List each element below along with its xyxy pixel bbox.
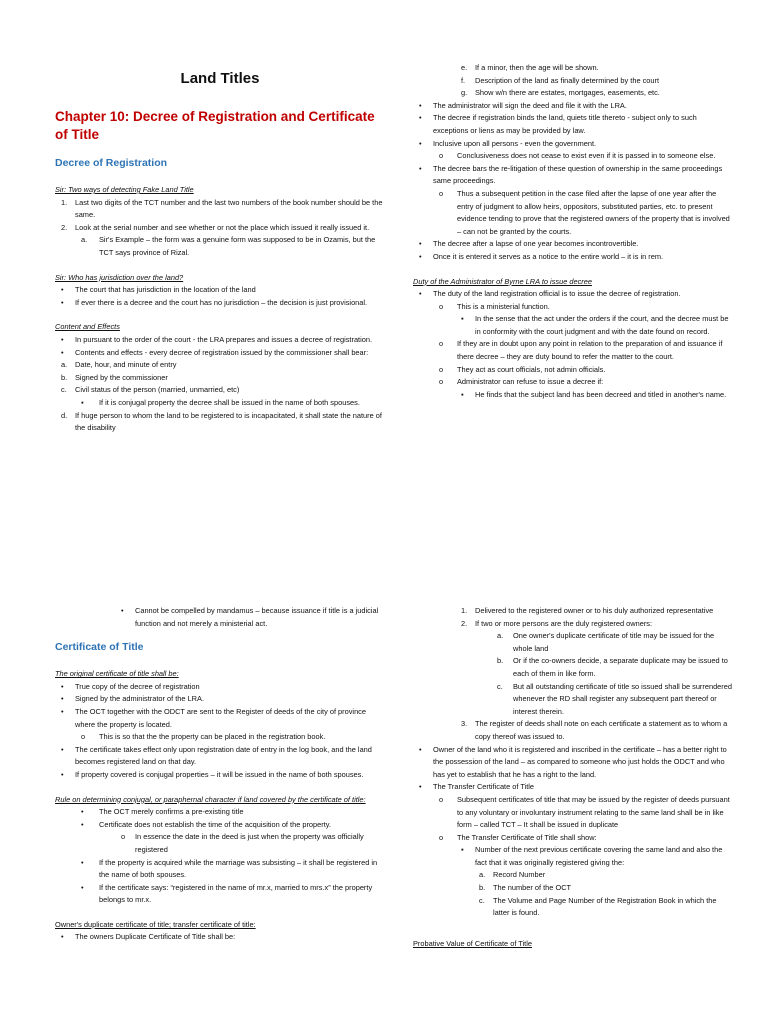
list-item: o This is so that the the property can be placed in the registration book. xyxy=(81,732,326,742)
list-item: d. If huge person to whom the land to be registered to is incapacitated, it shall state the nature of the disability xyxy=(61,410,382,433)
list-item: o Administrator can refuse to issue a decree if: xyxy=(439,377,604,387)
section-heading-decree: Decree of Registration xyxy=(55,157,168,169)
left-bottom-column xyxy=(55,605,385,944)
right-top-column xyxy=(413,62,733,401)
subheading-probative-value: Probative Value of Certificate of Title xyxy=(413,938,532,948)
subheading-jurisdiction: Sir: Who has jurisdiction over the land? xyxy=(55,272,184,282)
subheading-duty-administrator: Duty of the Administrator of Byrne LRA to issue decree xyxy=(413,276,592,286)
list-item: • The owners Duplicate Certificate of Title shall be: xyxy=(61,932,236,942)
list-item: o Thus a subsequent petition in the case filed after the lapse of one year after the entry of judgment to allow heirs, oppositors, substituted parties, etc. to present evidence tending to prove that the registered owners of the property that is involved – can not be granted by the courts. xyxy=(439,188,730,236)
list-item: • The duty of the land registration official is to issue the decree of registration. xyxy=(419,289,681,299)
list-item: • If the certificate says: “registered in the name of mr.x, married to mrs.x” the property belongs to mr.x. xyxy=(81,882,373,905)
list-item: b. Or if the co-owners decide, a separate duplicate may be issued to each of them in like form. xyxy=(497,656,728,678)
list-item: f. Description of the land as finally determined by the court xyxy=(461,75,660,85)
right-bottom-column xyxy=(413,605,733,950)
list-item: • The certificate takes effect only upon registration date of entry in the log book, and the land becomes registered land on that day. xyxy=(61,744,372,767)
list-item: • Signed by the administrator of the LRA. xyxy=(61,694,204,704)
list-item: • Contents and effects - every decree of registration issued by the commissioner shall bear: xyxy=(61,347,369,357)
list-item: 2. If two or more persons are the duly registered owners: xyxy=(461,618,653,628)
list-item: g. Show w/n there are estates, mortgages, easements, etc. xyxy=(461,88,660,98)
list-item: o If they are in doubt upon any point in relation to the preparation of and issuance if there decree – they are duty bound to refer the matter to the court. xyxy=(439,339,723,362)
section-heading-certificate: Certificate of Title xyxy=(55,641,144,654)
list-item: 1. Delivered to the registered owner or to his duly authorized representative xyxy=(461,606,714,615)
list-item: e. If a minor, then the age will be shown. xyxy=(461,63,599,72)
list-item: • Cannot be compelled by mandamus – because issuance if title is a judicial function and not merely a ministerial act. xyxy=(121,606,379,628)
list-item: • The Transfer Certificate of Title xyxy=(419,782,535,792)
subheading-original-certificate: The original certificate of title shall be: xyxy=(55,669,179,679)
list-item: • Inclusive upon all persons - even the government. xyxy=(419,138,597,148)
list-item: • In pursuant to the order of the court - the LRA prepares and issues a decree of registration. xyxy=(61,334,373,344)
list-item: • The court that has jurisdiction in the location of the land xyxy=(61,285,256,295)
list-item: • The OCT together with the ODCT are sent to the Register of deeds of the city of province where the property is located. xyxy=(61,706,366,729)
list-item: • The decree if registration binds the land, quiets title thereto - subject only to such exceptions or liens as may be provided by law. xyxy=(419,113,697,135)
list-item: b. The number of the OCT xyxy=(479,883,572,893)
list-item: ▪ Number of the next previous certificate covering the same land and also the fact that it was originally registered giving the: xyxy=(461,845,723,867)
list-item: o Subsequent certificates of title that may be issued by the register of deeds pursuant to any voluntary or involuntary instrument relating to the same land shall be in like form – called TCT – It shall be issued in duplicate xyxy=(439,794,730,830)
list-item: 3. The register of deeds shall note on each certificate a statement as to whom a copy thereof was issued to. xyxy=(461,719,728,741)
list-item: o They act as court officials, not admin officials. xyxy=(439,364,606,374)
list-item: • If the property is acquired while the marriage was subsisting – it shall be registered in the name of both spouses. xyxy=(81,857,378,880)
list-item: c. But all outstanding certificate of title so issued shall be surrendered whenever the RD shall register any subsequent part thereof or interest therein. xyxy=(497,681,732,716)
list-item: • The administrator will sign the deed and file it with the LRA. xyxy=(419,100,627,110)
list-item: a. Date, hour, and minute of entry xyxy=(61,360,177,370)
list-item: ▪ If it is conjugal property the decree shall be issued in the name of both spouses. xyxy=(81,397,360,407)
list-item: • Once it is entered it serves as a notice to the entire world – it is in rem. xyxy=(419,251,664,261)
left-top-column xyxy=(55,62,385,435)
list-item: • Owner of the land who it is registered and inscribed in the certificate – has a better right to the possession of the land – as compared to someone who just holds the ODCT and who has yet to establish that he has a right to the land. xyxy=(419,744,727,779)
list-item: a. Sir's Example – the form was a genuine form was supposed to be in Ozamis, but the TCT says province of Rizal. xyxy=(81,235,376,257)
list-item: o In essence the date in the deed is just when the property was officially registered xyxy=(121,832,364,854)
list-item: • Certificate does not establish the time of the acquisition of the property. xyxy=(81,819,331,829)
list-item: c. The Volume and Page Number of the Registration Book in which the latter is found. xyxy=(479,895,717,918)
list-item: 1. Last two digits of the TCT number and the last two numbers of the book number should be the same. xyxy=(61,197,383,220)
document-title: Land Titles xyxy=(180,70,260,87)
list-item: • If ever there is a decree and the court has no jurisdiction – the decision is just provisional. xyxy=(61,297,368,307)
subheading-conjugal-rule: Rule on determining conjugal, or paraphernal character if land covered by the certificate of title: xyxy=(55,794,366,804)
list-item: • The OCT merely confirms a pre-existing title xyxy=(81,807,244,817)
list-item: a. One owner's duplicate certificate of title may be issued for the whole land xyxy=(497,631,715,653)
list-item: • True copy of the decree of registration xyxy=(61,681,200,691)
list-item: b. Signed by the commissioner xyxy=(61,372,168,382)
list-item: • The decree bars the re-litigation of these question of ownership in the same proceedings same proceedings. xyxy=(419,163,723,186)
list-item: ▪ In the sense that the act under the orders if the court, and the decree must be in conformity with the court judgment and with the date found on record. xyxy=(461,314,729,336)
list-item: o This is a ministerial function. xyxy=(439,301,550,311)
subheading-owners-duplicate: Owner's duplicate certificate of title; transfer certificate of title: xyxy=(55,919,256,929)
list-item: ▪ He finds that the subject land has been decreed and titled in another's name. xyxy=(461,389,727,399)
subheading-fake-title: Sir: Two ways of detecting Fake Land Title xyxy=(55,185,194,194)
list-item: c. Civil status of the person (married, unmarried, etc) xyxy=(61,385,240,395)
list-item: o The Transfer Certificate of Title shall show: xyxy=(439,832,597,842)
list-item: 2. Look at the serial number and see whether or not the place which issued it really issued it. xyxy=(61,222,370,232)
subheading-content-effects: Content and Effects xyxy=(55,322,120,332)
list-item: a. Record Number xyxy=(479,870,546,880)
list-item: • The decree after a lapse of one year becomes incontrovertible. xyxy=(419,239,639,249)
list-item: o Conclusiveness does not cease to exist even if it is passed in to someone else. xyxy=(439,151,716,161)
chapter-heading: Chapter 10: Decree of Registration and Certificate of Title xyxy=(55,109,375,142)
list-item: • If property covered is conjugal properties – it will be issued in the name of both spouses. xyxy=(61,769,364,779)
